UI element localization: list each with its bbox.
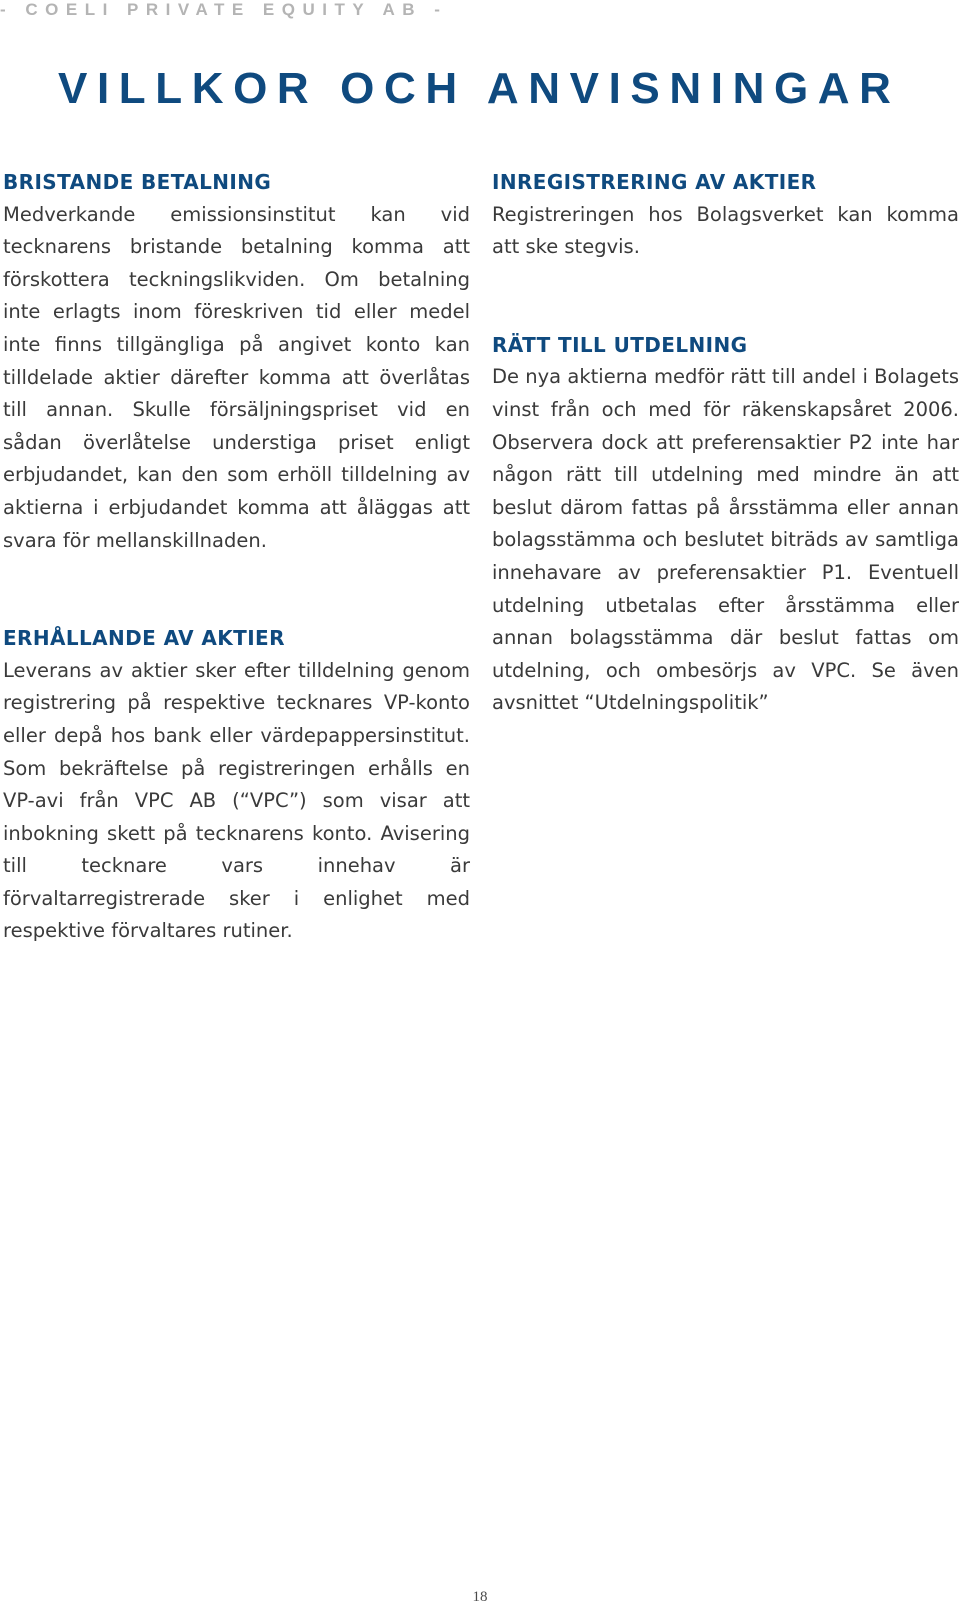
section-body: Leverans av aktier sker efter tilldelning genom registrering på respektive tecknares VP-konto eller depå hos bank eller värdepappersinstitut. Som bekräftelse på registreringen erhålls en VP-avi från VPC AB (“VPC”) som visar att inbokning skett på tecknarens konto. Avisering till tecknare vars innehav är förvaltarregistrerade sker i enlighet med respektive förvaltares rutiner. xyxy=(3,658,470,943)
section-heading: RÄTT TILL UTDELNING xyxy=(492,332,748,357)
page-number: 18 xyxy=(472,1589,488,1605)
running-head: - COELI PRIVATE EQUITY AB - xyxy=(0,0,448,19)
left-column xyxy=(3,166,470,948)
section-body: Medverkande emissionsinstitut kan vid tecknarens bristande betalning komma att förskottera teckningslikviden. Om betalning inte erlagts inom föreskriven tid eller medel inte finns tillgängliga på angivet konto kan tilldelade aktier därefter komma att överlåtas till annan. Skulle försäljningspriset vid en sådan överlåtelse understiga priset enligt erbjudandet, kan den som erhöll tilldelning av aktierna i erbjudandet komma att åläggas att svara för mellanskillnaden. xyxy=(3,202,470,552)
section-spacer xyxy=(3,557,470,622)
section-heading: ERHÅLLANDE AV AKTIER xyxy=(3,626,285,651)
section-inregistrering-av-aktier xyxy=(492,166,959,264)
section-ratt-till-utdelning xyxy=(492,329,959,720)
page-title: VILLKOR OCH ANVISNINGAR xyxy=(58,64,901,113)
section-erhallande-av-aktier xyxy=(3,622,470,948)
section-body: Registreringen hos Bolagsverket kan komma att ske stegvis. xyxy=(492,202,959,259)
right-column xyxy=(492,166,959,720)
section-heading: INREGISTRERING AV AKTIER xyxy=(492,170,817,194)
section-heading: BRISTANDE BETALNING xyxy=(3,170,272,194)
section-spacer xyxy=(492,264,959,329)
section-bristande-betalning xyxy=(3,166,470,557)
section-body: De nya aktierna medför rätt till andel i Bolagets vinst från och med för räkenskapsåret 2006. Observera dock att preferensaktier P2 inte har någon rätt till utdelning med mindre än att beslut därom fattas på årsstämma eller annan bolagsstämma och beslutet biträds av samtliga innehavare av preferensaktier P1. Eventuell utdelning utbetalas efter årsstämma eller annan bolagsstämma där beslut fattas om utdelning, och ombesörjs av VPC. Se även avsnittet “Utdelningspolitik” xyxy=(492,365,959,715)
